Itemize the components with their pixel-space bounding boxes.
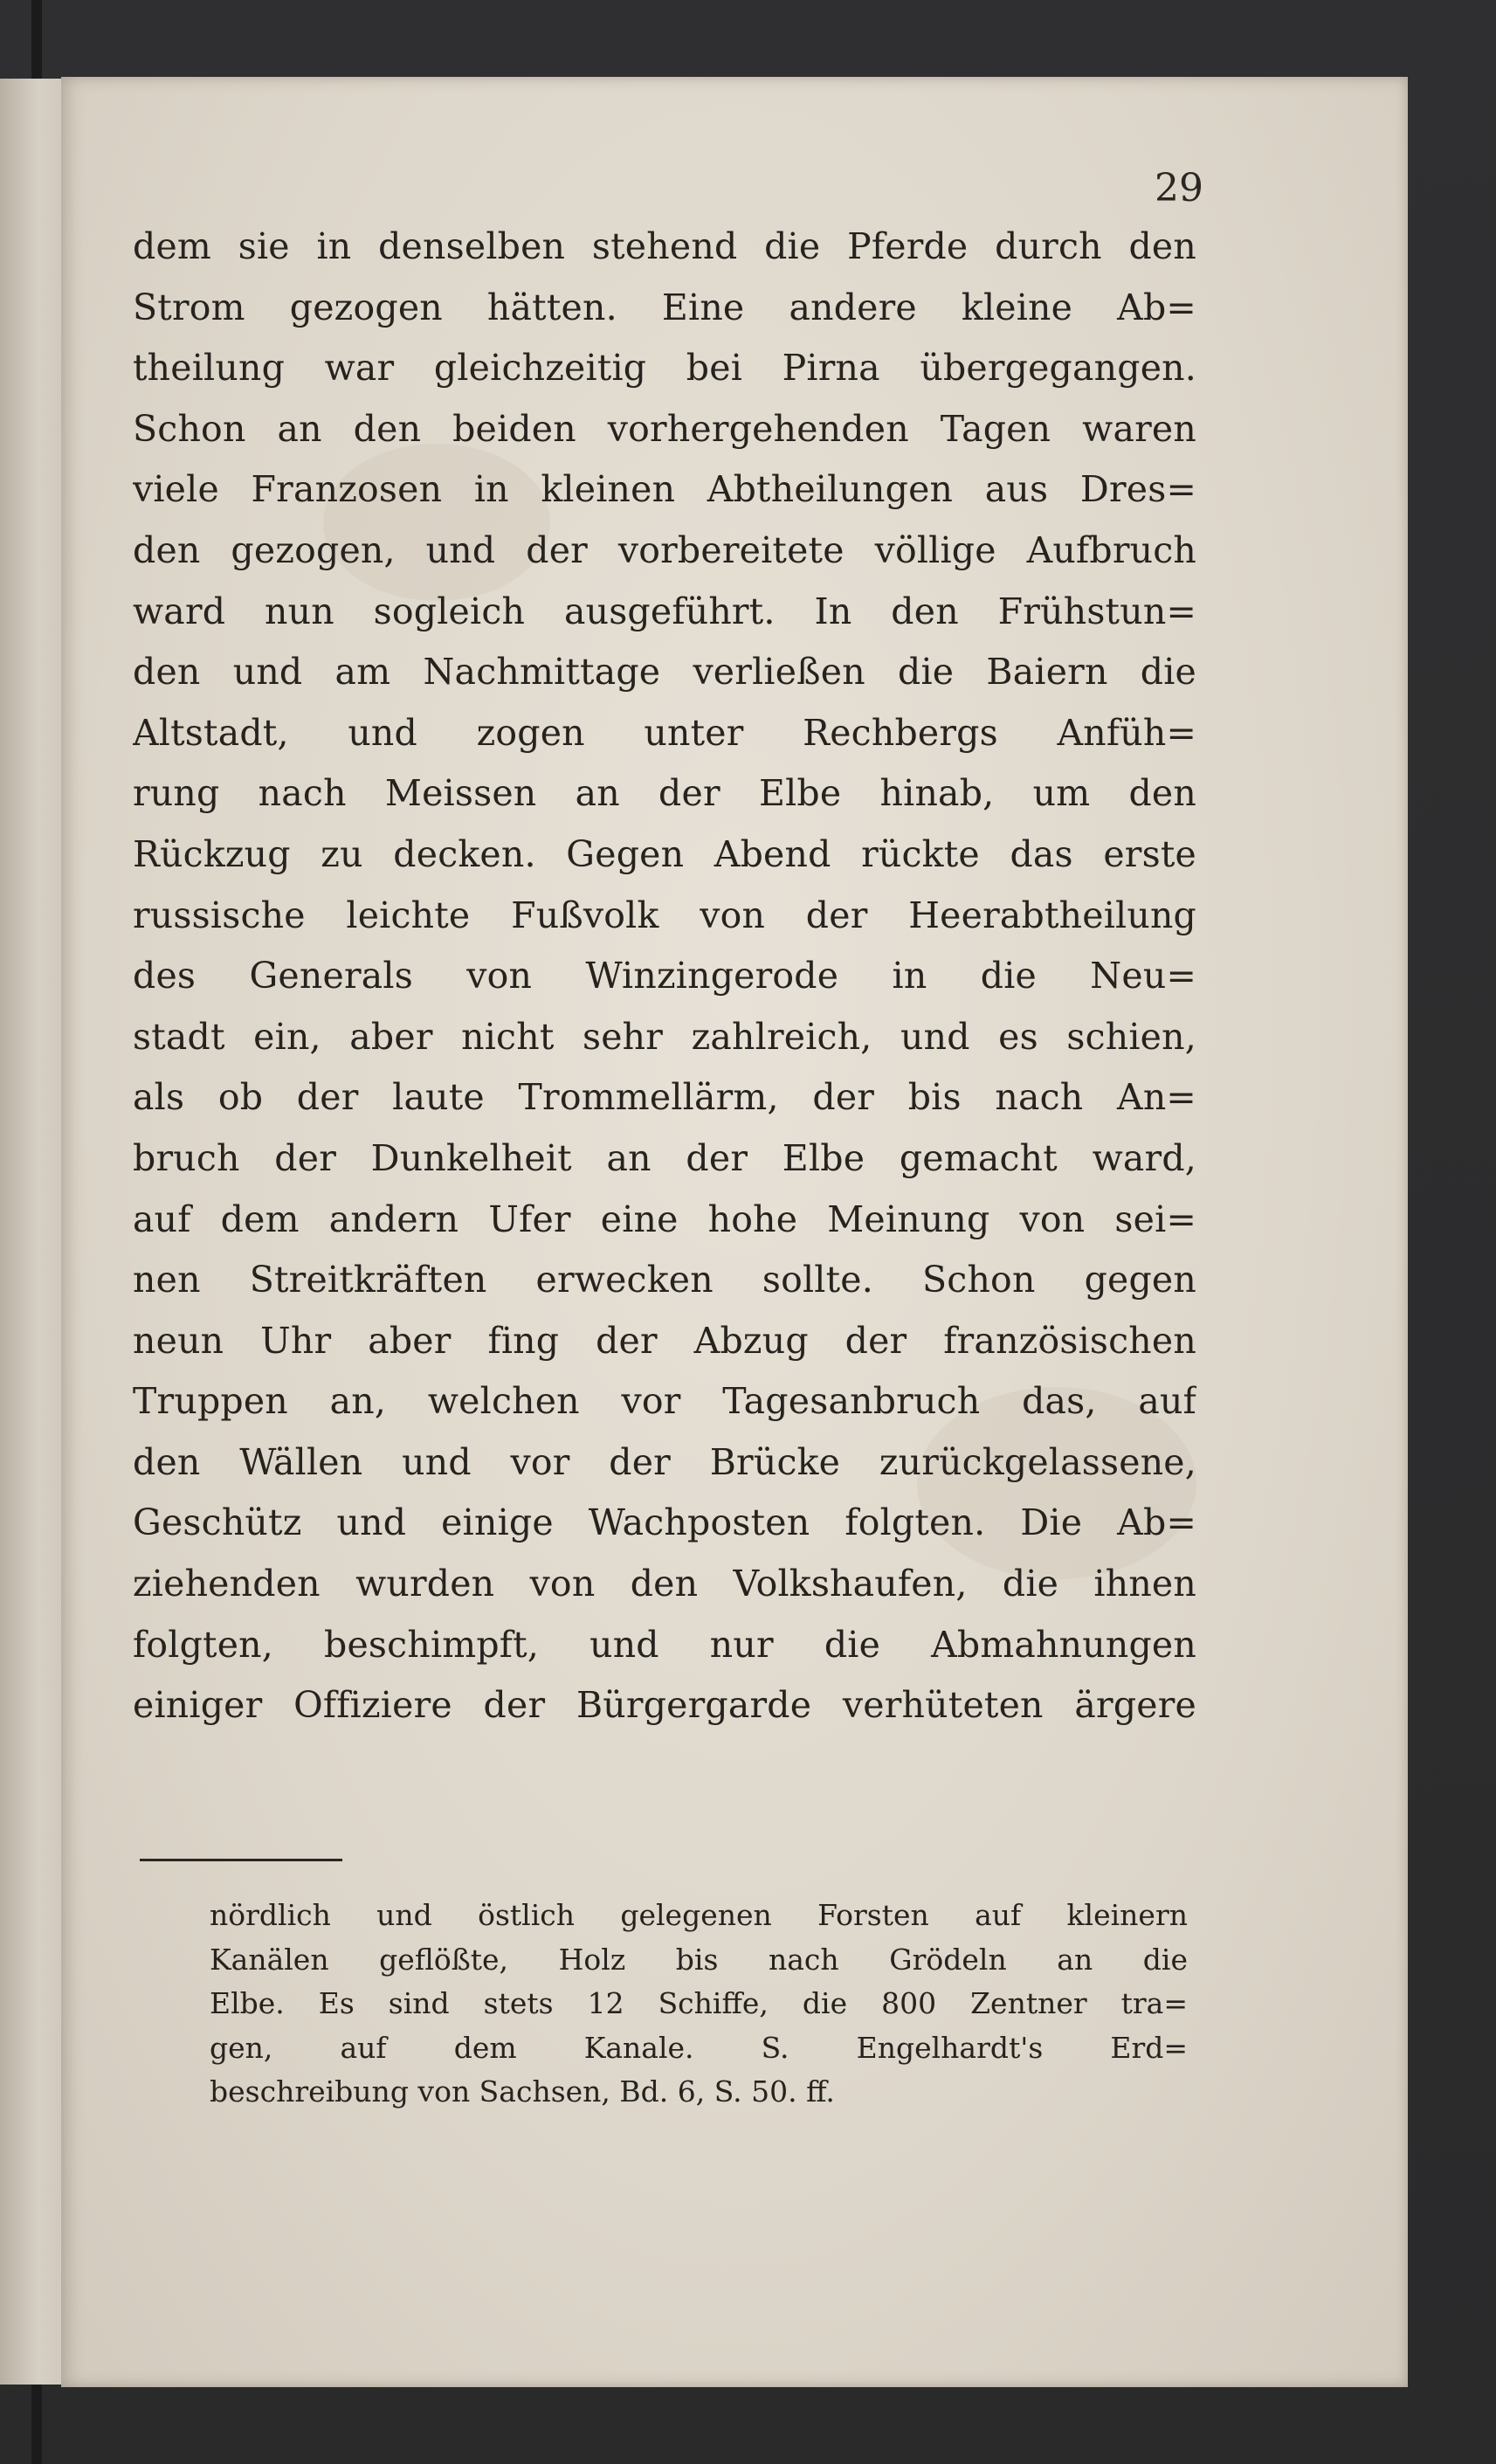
text-line: russische leichte Fußvolk von der Heerabtheilung <box>133 894 1196 936</box>
text-line: den gezogen, und der vorbereitete völlige Aufbruch <box>133 528 1196 571</box>
text-line: des Generals von Winzingerode in die Neu= <box>133 955 1196 997</box>
text-line: theilung war gleichzeitig bei Pirna übergegangen. <box>133 347 1196 390</box>
page-number: 29 <box>1155 166 1203 211</box>
text-line: nen Streitkräften erwecken sollte. Schon gegen <box>133 1259 1196 1301</box>
text-line: Rückzug zu decken. Gegen Abend rückte das erste <box>133 832 1196 875</box>
text-line: rung nach Meissen an der Elbe hinab, um den <box>133 772 1196 815</box>
text-line: Schon an den beiden vorhergehenden Tagen waren <box>133 407 1196 450</box>
text-line: Truppen an, welchen vor Tagesanbruch das, auf <box>133 1380 1196 1423</box>
text-line: dem sie in denselben stehend die Pferde durch den <box>133 225 1196 267</box>
text-line: als ob der laute Trommellärm, der bis nach An= <box>133 1076 1196 1119</box>
footnote-line: Elbe. Es sind stets 12 Schiffe, die 800 Zentner tra= <box>210 1986 1188 2020</box>
footnote-rule <box>140 1859 342 1861</box>
text-line: Strom gezogen hätten. Eine andere kleine Ab= <box>133 286 1196 328</box>
body-text <box>133 217 1196 1736</box>
text-line: stadt ein, aber nicht sehr zahlreich, und es schien, <box>133 1015 1196 1058</box>
text-line: ward nun sogleich ausgeführt. In den Frühstun= <box>133 590 1196 632</box>
footnote <box>210 1894 1188 2115</box>
text-line: Altstadt, und zogen unter Rechbergs Anfüh= <box>133 711 1196 754</box>
text-line: folgten, beschimpft, und nur die Abmahnungen <box>133 1623 1196 1666</box>
text-line: neun Uhr aber fing der Abzug der französischen <box>133 1319 1196 1362</box>
footnote-line: nördlich und östlich gelegenen Forsten auf kleinern <box>210 1898 1188 1932</box>
footnote-line: beschreibung von Sachsen, Bd. 6, S. 50. ff. <box>210 2074 835 2109</box>
text-line: bruch der Dunkelheit an der Elbe gemacht ward, <box>133 1136 1196 1179</box>
text-line: einiger Offiziere der Bürgergarde verhüteten ärgere <box>133 1684 1196 1727</box>
text-line: auf dem andern Ufer eine hohe Meinung von sei= <box>133 1197 1196 1240</box>
footnote-line: gen, auf dem Kanale. S. Engelhardt's Erd= <box>210 2030 1188 2065</box>
text-line: viele Franzosen in kleinen Abtheilungen aus Dres= <box>133 468 1196 511</box>
text-line: Geschütz und einige Wachposten folgten. Die Ab= <box>133 1501 1196 1544</box>
text-line: den Wällen und vor der Brücke zurückgelassene, <box>133 1440 1196 1483</box>
text-line: den und am Nachmittage verließen die Baiern die <box>133 651 1196 694</box>
footnote-line: Kanälen geflößte, Holz bis nach Grödeln an die <box>210 1942 1188 1977</box>
text-line: ziehenden wurden von den Volkshaufen, die ihnen <box>133 1563 1196 1605</box>
